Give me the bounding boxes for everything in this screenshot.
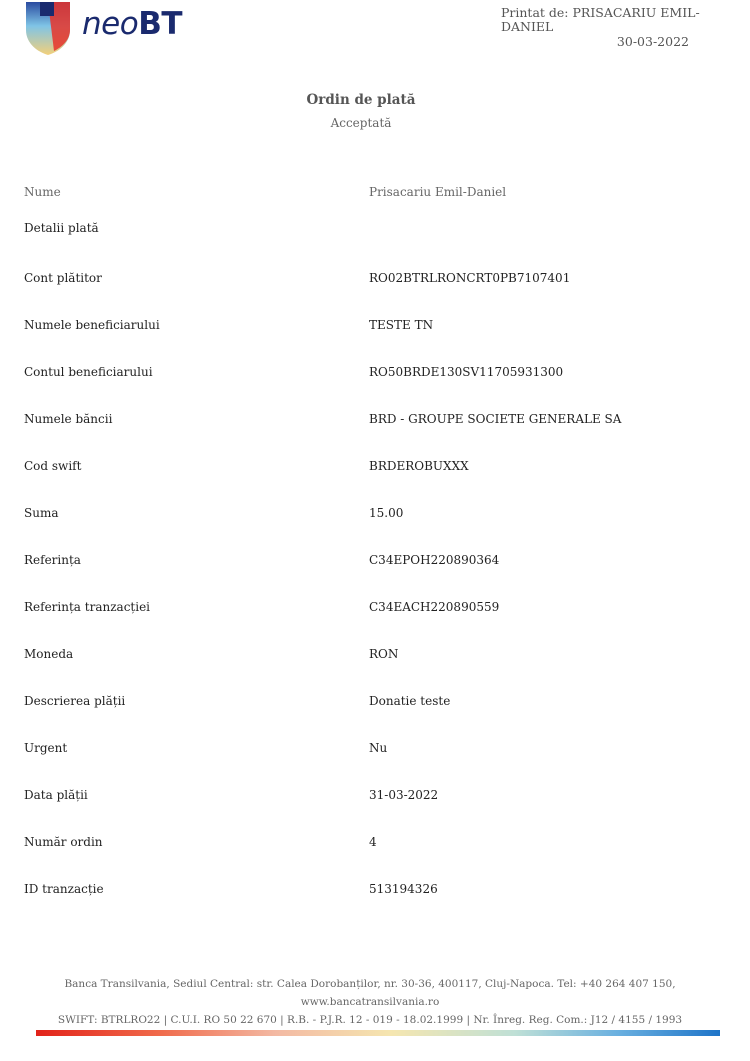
detail-value: Donatie teste xyxy=(369,694,451,708)
bt-shield-icon xyxy=(24,0,72,56)
footer-line-2: SWIFT: BTRLRO22 | C.U.I. RO 50 22 670 | R.B. - P.J.R. 12 - 019 - 18.02.1999 | Nr. Înreg. Reg. Com.: J12 / 4155 / 1993 xyxy=(57,1014,683,1026)
detail-label: Descrierea plății xyxy=(24,694,126,708)
detail-row xyxy=(0,835,750,882)
name-value: Prisacariu Emil-Daniel xyxy=(369,185,507,199)
detail-value: RO02BTRLRONCRT0PB7107401 xyxy=(369,271,571,285)
detail-value: 15.00 xyxy=(369,506,404,520)
detail-row xyxy=(0,647,750,694)
detail-label: Referința xyxy=(24,553,81,567)
detail-row xyxy=(0,506,750,553)
detail-value: RO50BRDE130SV11705931300 xyxy=(369,365,564,379)
detail-value: 513194326 xyxy=(369,882,438,896)
detail-label: ID tranzacție xyxy=(24,882,104,896)
brand-wordmark-neo: neo xyxy=(82,6,139,42)
detail-row xyxy=(0,882,750,929)
detail-value: TESTE TN xyxy=(369,318,434,332)
footer-line-1: Banca Transilvania, Sediul Central: str. Calea Dorobanților, nr. 30-36, 400117, Cluj-Napoca. Tel: +40 264 407 150, www.bancatransilvania.ro xyxy=(64,978,676,1008)
detail-value: C34EPOH220890364 xyxy=(369,553,500,567)
detail-value: BRD - GROUPE SOCIETE GENERALE SA xyxy=(369,412,622,426)
brand-wordmark-bt: BT xyxy=(138,6,182,42)
detail-label: Număr ordin xyxy=(24,835,103,849)
detail-row xyxy=(0,365,750,412)
payment-details xyxy=(0,271,750,929)
name-label: Nume xyxy=(24,185,61,199)
detail-row xyxy=(0,741,750,788)
detail-row xyxy=(0,553,750,600)
detail-label: Numele beneficiarului xyxy=(24,318,160,332)
print-date: 30-03-2022 xyxy=(616,34,689,49)
printed-by: Printat de: PRISACARIU EMIL-DANIEL xyxy=(501,5,700,34)
section-title: Detalii plată xyxy=(24,221,99,235)
detail-row xyxy=(0,600,750,647)
detail-value: C34EACH220890559 xyxy=(369,600,500,614)
detail-value: BRDEROBUXXX xyxy=(369,459,469,473)
detail-label: Data plății xyxy=(24,788,88,802)
detail-label: Referința tranzacției xyxy=(24,600,151,614)
detail-label: Urgent xyxy=(24,741,68,755)
document-status: Acceptată xyxy=(330,116,392,130)
detail-row xyxy=(0,318,750,365)
detail-label: Cont plătitor xyxy=(24,271,102,285)
detail-row xyxy=(0,459,750,506)
footer xyxy=(0,975,740,1029)
brand-wordmark xyxy=(82,6,182,46)
detail-row xyxy=(0,271,750,318)
document-title: Ordin de plată xyxy=(306,92,416,108)
detail-label: Numele băncii xyxy=(24,412,113,426)
detail-label: Cod swift xyxy=(24,459,82,473)
detail-value: 31-03-2022 xyxy=(369,788,439,802)
detail-row xyxy=(0,694,750,741)
detail-row xyxy=(0,788,750,835)
detail-value: RON xyxy=(369,647,399,661)
detail-row xyxy=(0,412,750,459)
detail-value: 4 xyxy=(369,835,377,849)
neobt-logo xyxy=(24,0,194,58)
detail-label: Suma xyxy=(24,506,59,520)
detail-label: Moneda xyxy=(24,647,74,661)
footer-gradient-bar xyxy=(36,1030,720,1036)
detail-label: Contul beneficiarului xyxy=(24,365,153,379)
detail-value: Nu xyxy=(369,741,388,755)
